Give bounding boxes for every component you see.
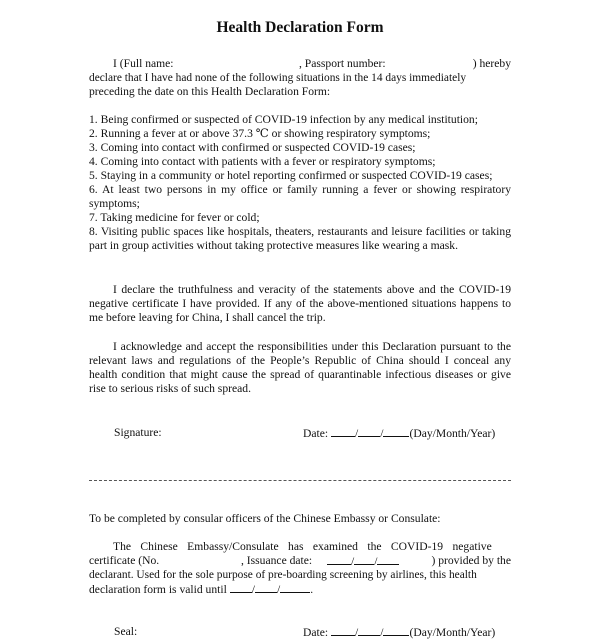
responsibilities-paragraph: I acknowledge and accept the responsibilities under this Declaration pursuant to the relevant laws and regulations of the People’s Republic of China should I conceal any health condition that might cause the spread of quarantinable infectious diseases or give rise to serious risks of such spread. [89,340,511,395]
truthfulness-paragraph: I declare the truthfulness and veracity of the statements above and the COVID-19 negative certificate I have provided. If any of the above-mentioned situations happens to me before leaving for China, I shall cancel the trip. [89,283,511,324]
date-slash: / [380,427,384,440]
seal-row [89,625,511,639]
date-slash: / [374,555,378,568]
signature-label: Signature: [114,426,162,439]
issuance-day-field[interactable] [327,554,351,565]
date-slash: / [251,583,255,596]
certificate-label: certificate (No. [89,554,160,567]
issuance-date [327,554,399,569]
declaration-line-3: preceding the date on this Health Declaration Form: [89,85,331,98]
date-slash: / [351,555,355,568]
declaration-line-2: declare that I have had none of the following situations in the 14 days immediately [89,72,467,84]
valid-day-field[interactable] [230,582,252,593]
date-year-field[interactable] [383,426,409,437]
hereby-text: ) hereby [472,57,511,70]
issuance-year-field[interactable] [377,554,399,565]
consular-heading: To be completed by consular officers of the Chinese Embassy or Consulate: [89,512,441,525]
declaration-line-1 [89,57,511,71]
period-text: . [310,583,314,596]
consular-line-3: declarant. Used for the sole purpose of pre-boarding screening by airlines, this health [89,569,477,581]
seal-month-field[interactable] [358,625,380,636]
issuance-month-field[interactable] [354,554,374,565]
consular-paragraph [89,540,511,597]
date-label: Date: [303,427,329,440]
date-label: Date: [303,626,329,639]
date-month-field[interactable] [358,426,380,437]
seal-year-field[interactable] [383,625,409,636]
signature-date [303,426,495,441]
date-format: (Day/Month/Year) [409,626,496,639]
valid-until-label: declaration form is valid until [89,583,227,596]
situation-item: 5. Staying in a community or hotel reporting confirmed or suspected COVID-19 cases; [89,169,493,182]
seal-label: Seal: [114,625,138,638]
passport-label: , Passport number: [299,57,386,70]
seal-date [303,625,495,640]
situations-list [89,113,511,253]
situation-item: 4. Coming into contact with patients with a fever or respiratory symptoms; [89,155,436,168]
date-slash: / [355,427,359,440]
full-name-label: I (Full name: [113,57,174,70]
signature-row [89,426,511,440]
provided-by-text: ) provided by the [431,554,511,567]
consular-line-2 [89,554,511,568]
date-slash: / [380,626,384,639]
situation-item: 1. Being confirmed or suspected of COVID-19 infection by any medical institution; [89,113,478,126]
date-format: (Day/Month/Year) [409,427,496,440]
situation-item: 3. Coming into contact with confirmed or suspected COVID-19 cases; [89,141,416,154]
consular-line-4 [89,582,511,597]
situation-item: 2. Running a fever at or above 37.3 ℃ or showing respiratory symptoms; [89,127,431,140]
situation-item: 8. Visiting public spaces like hospitals, theaters, restaurants and leisure facilities or taking part in group activities without taking protective measures like wearing a mask. [89,225,511,252]
date-day-field[interactable] [331,426,355,437]
situation-item: 7. Taking medicine for fever or cold; [89,211,260,224]
issuance-label: , Issuance date: [241,554,313,567]
date-slash: / [276,583,281,596]
form-title: Health Declaration Form [216,19,384,36]
valid-year-field[interactable] [280,582,310,593]
dashed-separator [89,480,511,481]
declaration-intro [89,57,511,99]
valid-month-field[interactable] [255,582,277,593]
seal-day-field[interactable] [331,625,355,636]
consular-line-1: The Chinese Embassy/Consulate has examined the COVID-19 negative [113,540,492,553]
situation-item: 6. At least two persons in my office or family running a fever or showing respiratory symptoms; [89,183,511,210]
date-slash: / [355,626,359,639]
